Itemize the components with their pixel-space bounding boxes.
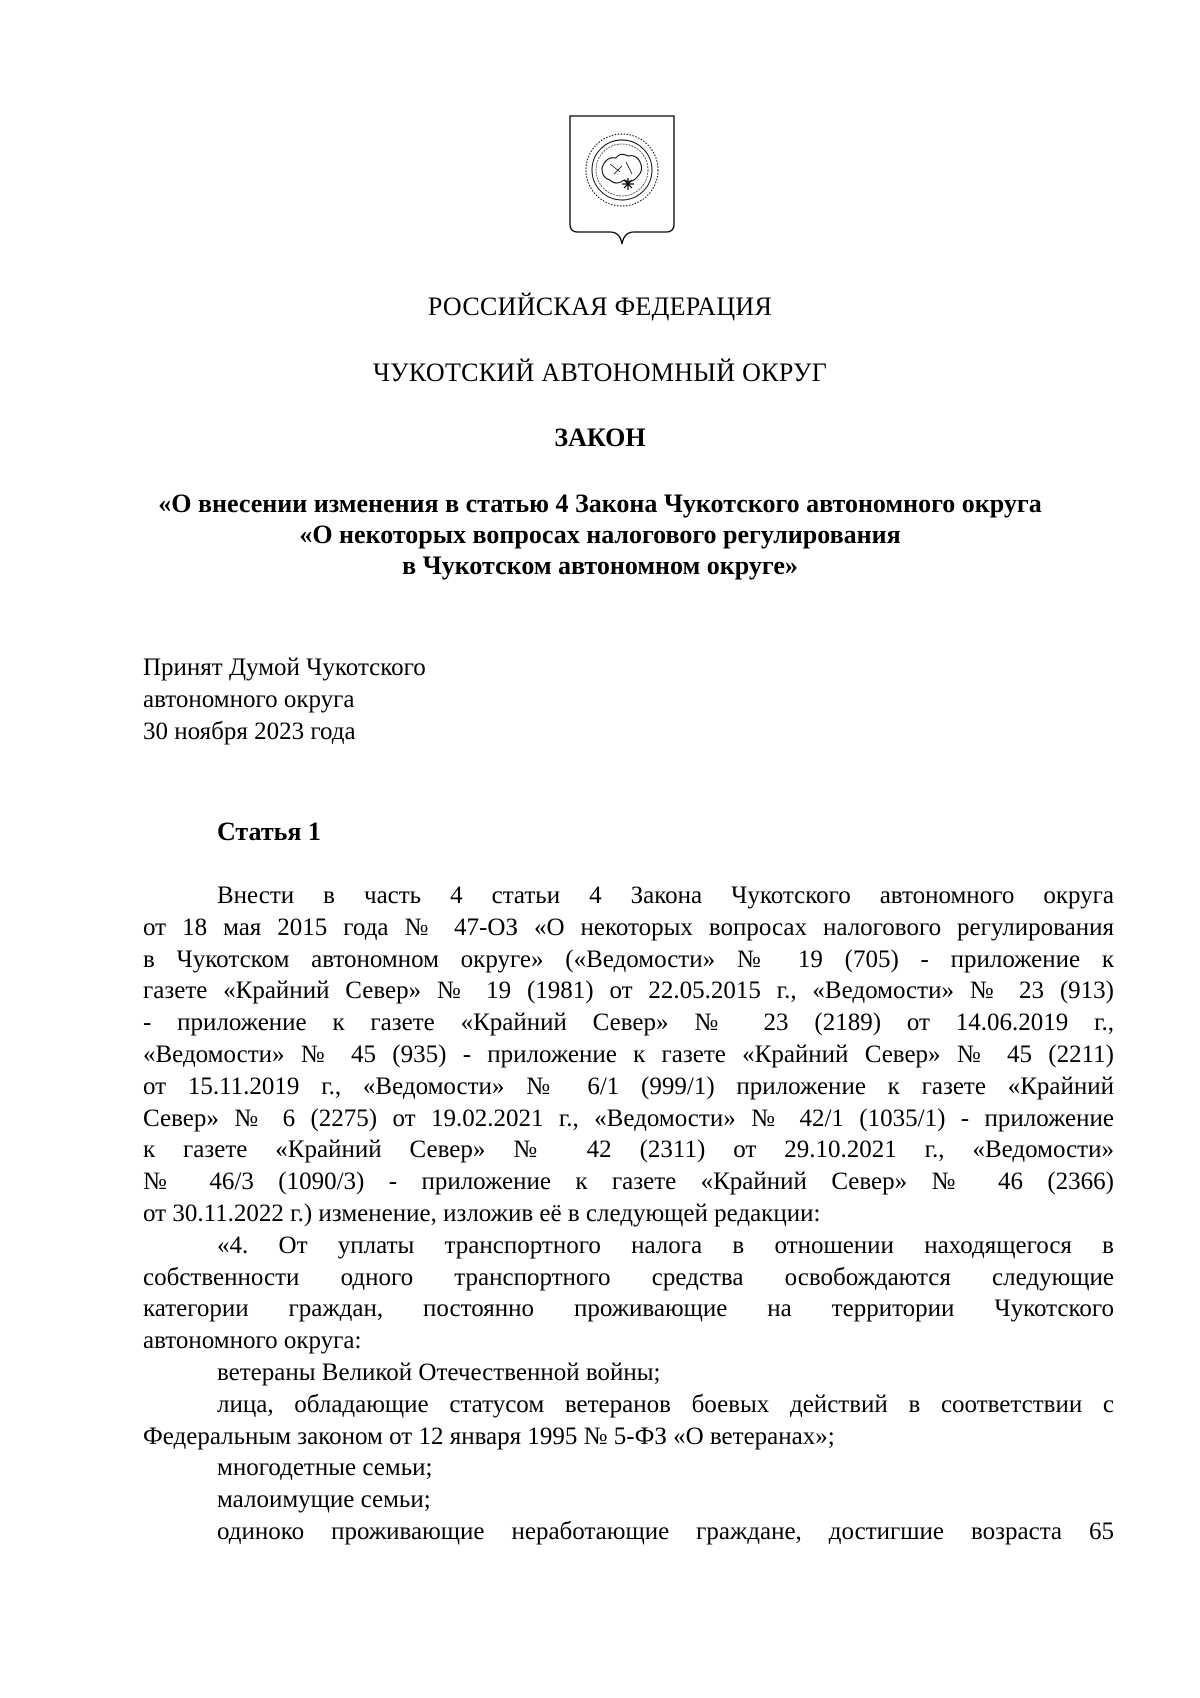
body-line: - приложение к газете «Крайний Север» № 23 (2189) от 14.06.2019 г.,: [143, 1009, 1114, 1037]
coat-of-arms-icon: [566, 112, 678, 262]
body-line: «Ведомости» № 45 (935) - приложение к газете «Крайний Север» № 45 (2211): [143, 1040, 1114, 1068]
law-title-line: «О некоторых вопросах налогового регулирования: [299, 520, 901, 549]
body-line: от 30.11.2022 г.) изменение, изложив её в следующей редакции:: [143, 1199, 821, 1227]
body-line: от 18 мая 2015 года № 47-ОЗ «О некоторых вопросах налогового регулирования: [143, 913, 1114, 941]
document-type-heading: ЗАКОН: [554, 423, 646, 452]
body-line: Внести в часть 4 статьи 4 Закона Чукотского автономного округа: [217, 882, 1114, 909]
adoption-date: 30 ноября 2023 года: [143, 718, 356, 745]
country-heading: РОССИЙСКАЯ ФЕДЕРАЦИЯ: [427, 292, 773, 321]
body-line: газете «Крайний Север» № 19 (1981) от 22.05.2015 г., «Ведомости» № 23 (913): [143, 977, 1114, 1005]
body-line: категории граждан, постоянно проживающие на территории Чукотского: [143, 1295, 1114, 1323]
body-line: «4. От уплаты транспортного налога в отношении находящегося в: [217, 1231, 1114, 1259]
law-title: [100, 488, 1100, 581]
adoption-line: автономного округа: [143, 686, 355, 713]
article-body: [143, 880, 1114, 1548]
article-heading: Статья 1: [217, 817, 321, 846]
body-line: ветераны Великой Отечественной войны;: [217, 1358, 661, 1386]
adoption-line: Принят Думой Чукотского: [143, 654, 426, 681]
body-line: Федеральным законом от 12 января 1995 № 5-ФЗ «О ветеранах»;: [143, 1422, 835, 1450]
body-line: многодетные семьи;: [217, 1454, 433, 1482]
law-title-line: в Чукотском автономном округе»: [402, 551, 798, 580]
body-line: собственности одного транспортного средства освобождаются следующие: [143, 1263, 1114, 1291]
body-line: одиноко проживающие неработающие граждане, достигшие возраста 65: [217, 1517, 1114, 1545]
body-line: лица, обладающие статусом ветеранов боевых действий в соответствии с: [217, 1390, 1114, 1418]
body-line: в Чукотском автономном округе» («Ведомости» № 19 (705) - приложение к: [143, 945, 1114, 973]
law-title-line: «О внесении изменения в статью 4 Закона Чукотского автономного округа: [158, 489, 1042, 518]
body-line: к газете «Крайний Север» № 42 (2311) от 29.10.2021 г., «Ведомости»: [143, 1136, 1114, 1164]
adoption-block: [143, 652, 426, 748]
body-line: автономного округа:: [143, 1327, 362, 1355]
body-line: № 46/3 (1090/3) - приложение к газете «Крайний Север» № 46 (2366): [143, 1168, 1114, 1196]
region-heading: ЧУКОТСКИЙ АВТОНОМНЫЙ ОКРУГ: [372, 358, 828, 387]
body-line: Север» № 6 (2275) от 19.02.2021 г., «Ведомости» № 42/1 (1035/1) - приложение: [143, 1104, 1114, 1132]
body-line: малоимущие семьи;: [217, 1486, 431, 1514]
body-line: от 15.11.2019 г., «Ведомости» № 6/1 (999/1) приложение к газете «Крайний: [143, 1072, 1114, 1100]
